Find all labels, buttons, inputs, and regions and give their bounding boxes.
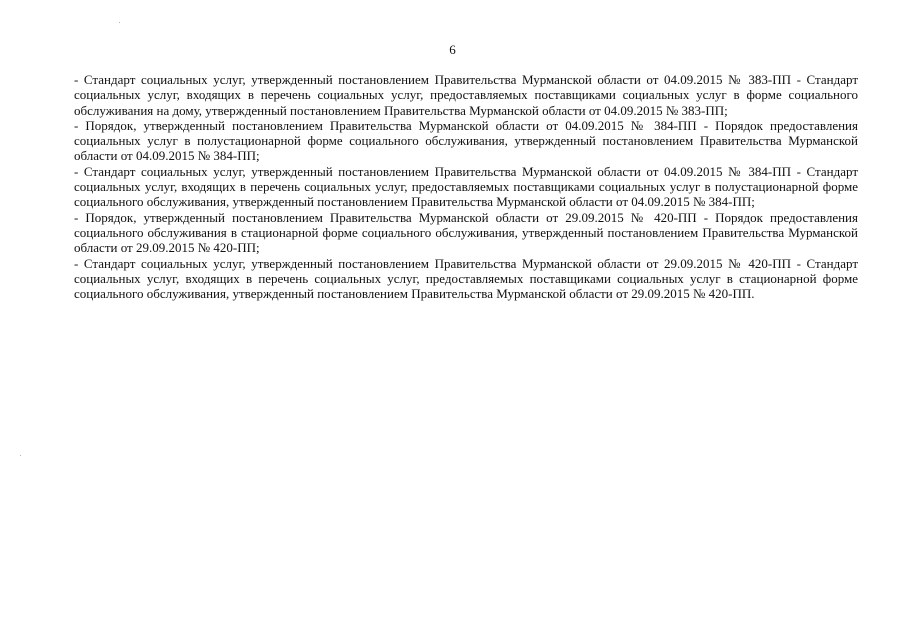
paragraph-standard-383: - Стандарт социальных услуг, утвержденный постановлением Правительства Мурманской области от 04.09.2015 № 383-ПП - Стандарт социальных услуг, входящих в перечень социальных услуг, предоставляемых поставщиками социальных услуг в форме социального обслуживания на дому, утвержденный постановлением Правительства Мурманской области от 04.09.2015 № 383-ПП; (74, 72, 858, 118)
page-number: 6 (449, 42, 456, 57)
paragraph-standard-420: - Стандарт социальных услуг, утвержденный постановлением Правительства Мурманской области от 29.09.2015 № 420-ПП - Стандарт социальных услуг, входящих в перечень социальных услуг, предоставляемых поставщиками социальных услуг в стационарной форме социального обслуживания, утвержденный постановлением Правительства Мурманской области от 29.09.2015 № 420-ПП. (74, 255, 858, 302)
paragraph-standard-384: - Стандарт социальных услуг, утвержденный постановлением Правительства Мурманской области от 04.09.2015 № 384-ПП - Стандарт социальных услуг, входящих в перечень социальных услуг, предоставляемых поставщиками социальных услуг в полустационарной форме социального обслуживания, утвержденный постановлением Правительства Мурманской области от 04.09.2015 № 384-ПП; (74, 163, 858, 210)
paragraph-order-420: - Порядок, утвержденный постановлением Правительства Мурманской области от 29.09.2015 № 420-ПП - Порядок предоставления социального обслуживания в стационарной форме социального обслуживания, утвержденный постановлением Правительства Мурманской области от 29.09.2015 № 420-ПП; (74, 209, 858, 256)
scan-speck (119, 22, 120, 23)
paragraph-order-384: - Порядок, утвержденный постановлением Правительства Мурманской области от 04.09.2015 № 384-ПП - Порядок предоставления социальных услуг в полустационарной форме социального обслуживания, утвержденный постановлением Правительства Мурманской области от 04.09.2015 № 384-ПП; (74, 117, 858, 164)
document-body (74, 72, 858, 301)
scan-speck (20, 455, 21, 456)
